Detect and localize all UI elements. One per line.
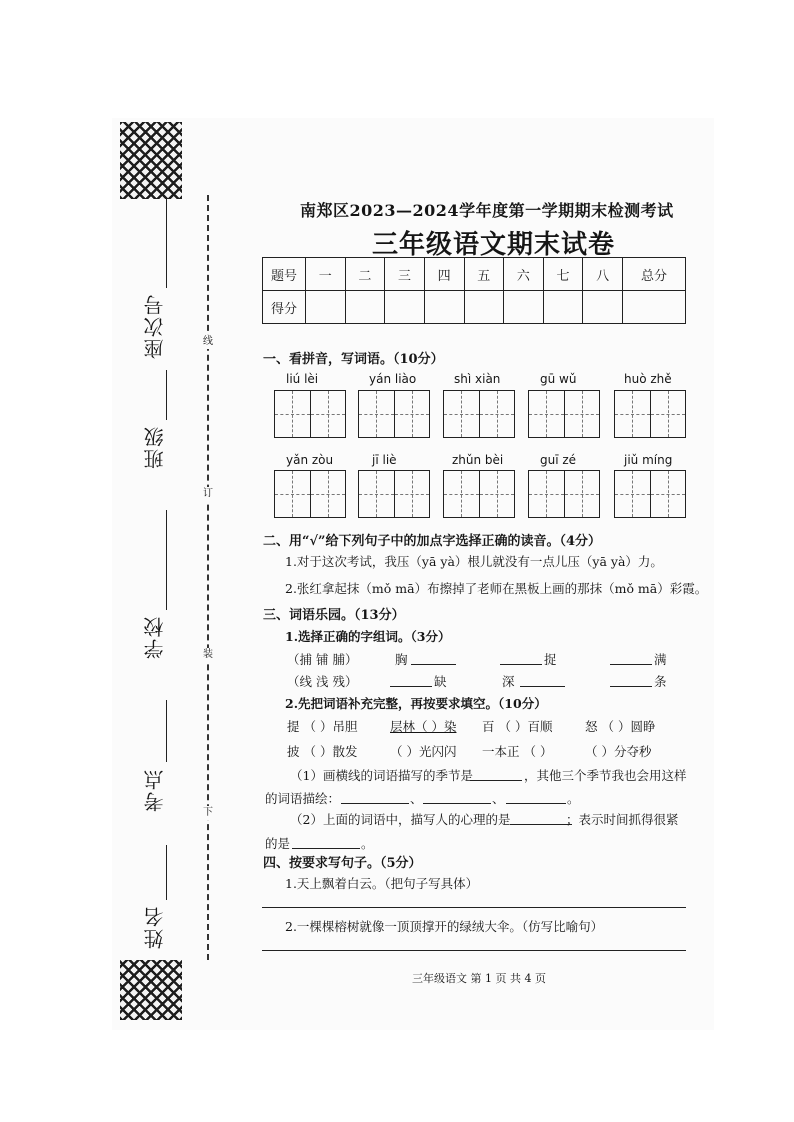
label-school: 学校 <box>143 615 167 659</box>
score-col-7: 七 <box>543 258 583 291</box>
s3-q1-text-c: 的词语描绘： <box>265 791 341 806</box>
s4-question-2: 2.一棵棵榕树就像一顶顶撑开的绿绒大伞。（仿写比喻句） <box>285 919 604 934</box>
prefix-xiong: 胸 <box>395 652 408 667</box>
writing-grid[interactable] <box>614 470 686 518</box>
page-footer: 三年级语文 第 1 页 共 4 页 <box>412 972 546 985</box>
pinyin-label: gū wǔ <box>540 372 577 386</box>
hatch-pattern-top <box>120 122 182 199</box>
score-col-1: 一 <box>306 258 346 291</box>
section-1-title: 一、看拼音，写词语。（10分） <box>263 352 444 367</box>
answer-line[interactable] <box>262 907 686 908</box>
s4-question-1: 1.天上飘着白云。（把句子写具体） <box>285 876 479 891</box>
score-col-8: 八 <box>583 258 623 291</box>
answer-blank[interactable] <box>610 686 652 687</box>
score-table-score-row <box>263 291 686 324</box>
school-line <box>166 510 167 610</box>
score-label-score: 得分 <box>263 291 306 324</box>
label-exam-site: 考点 <box>143 768 167 812</box>
answer-blank[interactable] <box>292 848 360 849</box>
score-cell[interactable] <box>345 291 385 324</box>
score-cell[interactable] <box>623 291 686 324</box>
section-3-title: 三、词语乐园。（13分） <box>263 608 405 623</box>
s3-part-2: 2.先把词语补充完整，再按要求填空。（10分） <box>285 696 547 711</box>
hatch-pattern-bottom <box>120 960 182 1020</box>
label-name: 姓名 <box>143 905 167 949</box>
label-class: 班级 <box>143 425 167 469</box>
score-table-header-row <box>263 258 686 291</box>
writing-grid[interactable] <box>274 390 346 438</box>
answer-line[interactable] <box>262 950 686 951</box>
pinyin-label: yán liào <box>369 372 417 386</box>
score-col-6: 六 <box>504 258 544 291</box>
answer-blank[interactable] <box>470 780 522 781</box>
score-label-question: 题号 <box>263 258 306 291</box>
answer-blank[interactable] <box>500 664 542 665</box>
writing-grid[interactable] <box>528 390 600 438</box>
score-cell[interactable] <box>464 291 504 324</box>
score-col-3: 三 <box>385 258 425 291</box>
dash-char-xia: 下 <box>203 807 213 818</box>
idiom-7: 一本正 （ ） <box>482 744 553 759</box>
writing-grid[interactable] <box>443 390 515 438</box>
s3-q2-text-b: ；表示时间抓得很紧 <box>566 812 679 827</box>
pinyin-label: shì xiàn <box>454 372 501 386</box>
writing-grid[interactable] <box>443 470 515 518</box>
answer-blank[interactable] <box>341 803 409 804</box>
score-cell[interactable] <box>424 291 464 324</box>
score-cell[interactable] <box>543 291 583 324</box>
answer-blank[interactable] <box>411 664 456 665</box>
score-cell[interactable] <box>504 291 544 324</box>
writing-grid[interactable] <box>358 390 430 438</box>
answer-blank[interactable] <box>390 686 432 687</box>
prefix-shen: 深 <box>502 674 515 689</box>
idiom-6: （ ）光闪闪 <box>390 744 457 759</box>
score-col-total: 总分 <box>623 258 686 291</box>
idiom-5: 披 （ ）散发 <box>287 744 358 759</box>
writing-grid[interactable] <box>528 470 600 518</box>
seat-number-line <box>166 198 167 288</box>
class-line <box>166 370 167 420</box>
answer-blank[interactable] <box>510 824 572 825</box>
period: 。 <box>361 836 374 851</box>
s2-question-2: 2.张红拿起抹（mǒ mā）布擦掉了老师在黑板上画的那抹（mǒ mā）彩霞。 <box>285 581 708 596</box>
score-col-2: 二 <box>345 258 385 291</box>
binding-dashed-line <box>207 195 209 960</box>
idiom-3: 百 （ ）百顺 <box>482 719 553 734</box>
exam-title: 三年级语文期末试卷 <box>372 230 616 260</box>
pinyin-label: jiǔ míng <box>624 453 673 467</box>
char-group-2: （线 浅 残） <box>287 674 358 689</box>
separator: 、 <box>410 791 423 806</box>
pinyin-label: guī zé <box>540 453 577 467</box>
s3-q1-text-a: （1）画横线的词语描写的季节是 <box>290 768 473 783</box>
s2-question-1: 1.对于这次考试，我压（yā yà）根儿就没有一点儿压（yā yà）力。 <box>285 554 663 569</box>
writing-grid[interactable] <box>274 470 346 518</box>
score-cell[interactable] <box>385 291 425 324</box>
score-col-5: 五 <box>464 258 504 291</box>
char-group-1: （捕 铺 脯） <box>287 652 358 667</box>
idiom-1: 提 （ ）吊胆 <box>287 719 358 734</box>
suffix-tiao: 条 <box>654 674 667 689</box>
answer-blank[interactable] <box>423 803 491 804</box>
score-table <box>262 257 686 324</box>
s3-q2-text-a: （2）上面的词语中，描写人的心理的是 <box>290 812 511 827</box>
suffix-man: 满 <box>654 652 667 667</box>
exam-site-line <box>166 700 167 762</box>
score-cell[interactable] <box>583 291 623 324</box>
dash-char-zhuang: 装 <box>203 649 213 660</box>
pinyin-label: liú lèi <box>286 372 319 386</box>
section-2-title: 二、用“√”给下列句子中的加点字选择正确的读音。（4分） <box>263 534 602 549</box>
dash-char-xian: 线 <box>203 336 213 347</box>
pinyin-label: zhǔn bèi <box>452 453 504 467</box>
writing-grid[interactable] <box>358 470 430 518</box>
writing-grid[interactable] <box>614 390 686 438</box>
answer-blank[interactable] <box>520 686 565 687</box>
label-seat-number: 座次号 <box>143 293 167 359</box>
s3-part-1: 1.选择正确的字组词。（3分） <box>285 629 451 644</box>
dash-char-ding: 订 <box>203 488 213 499</box>
pinyin-label: huò zhě <box>624 372 672 386</box>
s3-q2-text-c: 的是 <box>265 836 291 851</box>
section-4-title: 四、按要求写句子。（5分） <box>263 856 422 871</box>
idiom-2: 层林（ ）染 <box>390 719 457 734</box>
score-cell[interactable] <box>306 291 346 324</box>
period: 。 <box>567 791 580 806</box>
suffix-que: 缺 <box>434 674 447 689</box>
pinyin-label: jī liè <box>372 453 397 467</box>
pinyin-label: yǎn zòu <box>286 453 334 467</box>
answer-blank[interactable] <box>506 803 566 804</box>
suffix-zhuo: 捉 <box>544 652 557 667</box>
exam-subtitle: 南郑区2023—2024学年度第一学期期末检测考试 <box>300 201 674 220</box>
s3-q1-text-b: ，其他三个季节我也会用这样 <box>524 768 687 783</box>
separator: 、 <box>492 791 505 806</box>
answer-blank[interactable] <box>610 664 652 665</box>
idiom-4: 怒 （ ）圆睁 <box>585 719 656 734</box>
score-col-4: 四 <box>424 258 464 291</box>
idiom-8: （ ）分夺秒 <box>585 744 652 759</box>
name-line <box>166 845 167 900</box>
